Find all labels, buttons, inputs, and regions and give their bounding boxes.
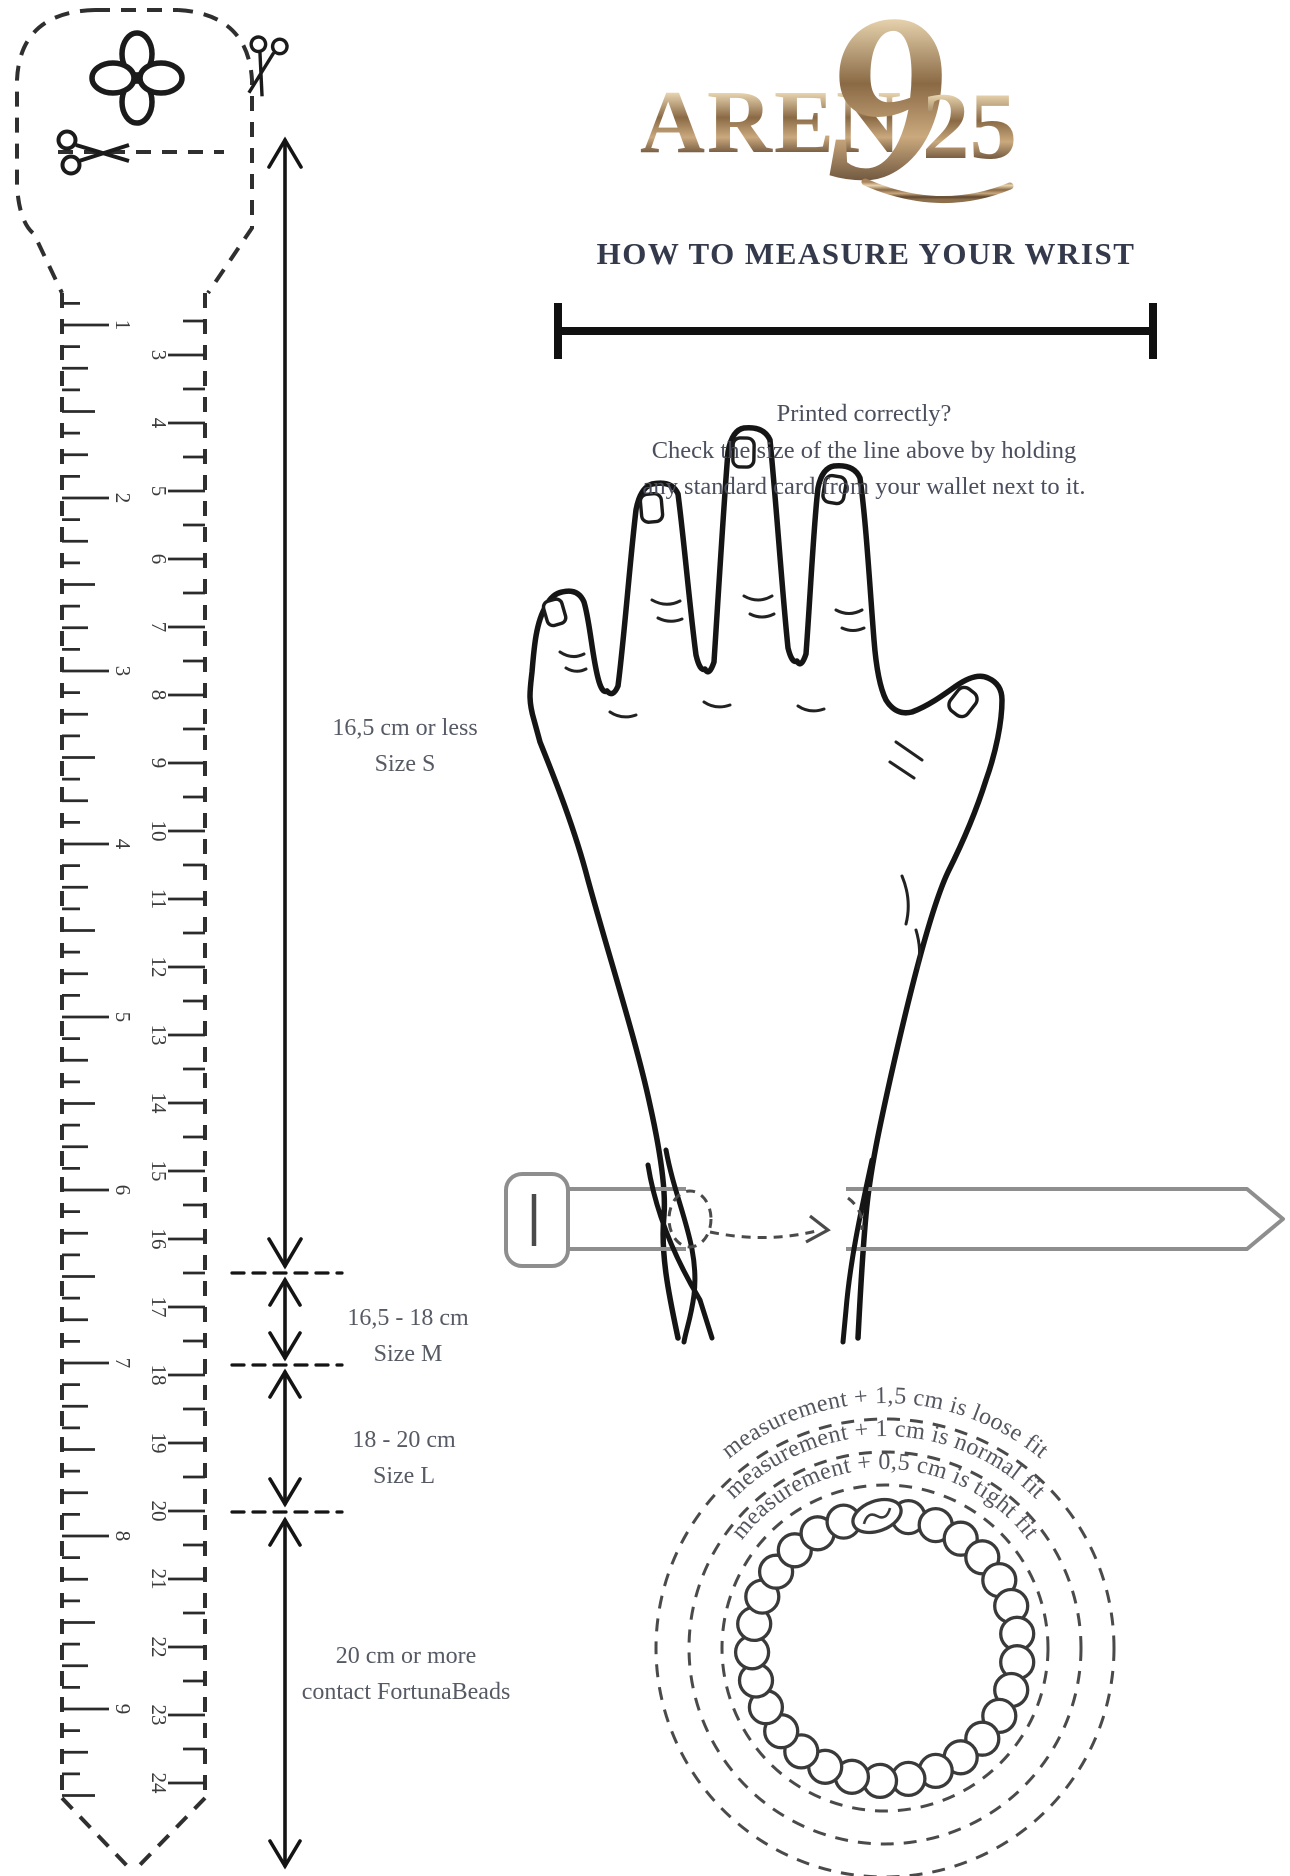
ruler-numbers (111, 320, 171, 1794)
print-check-line2: Check the size of the line above by holding (651, 436, 1077, 464)
size-m-label (258, 1300, 558, 1372)
svg-text:13: 13 (147, 1024, 172, 1046)
normal-fit-label: measurement + 1 cm is normal fit (719, 1416, 1051, 1504)
svg-text:2: 2 (111, 492, 136, 504)
svg-text:22: 22 (147, 1636, 172, 1658)
size-l-range: 18 - 20 cm (352, 1427, 456, 1453)
loose-fit-label: measurement + 1,5 cm is loose fit (716, 1382, 1054, 1464)
svg-text:17: 17 (147, 1296, 172, 1318)
svg-text:6: 6 (111, 1184, 136, 1196)
brand-logo (640, 0, 1017, 230)
svg-text:1: 1 (111, 319, 136, 331)
hand-illustration (530, 428, 1002, 1338)
size-m-name: Size M (373, 1341, 443, 1367)
svg-text:4: 4 (147, 417, 172, 429)
svg-text:20: 20 (147, 1500, 172, 1522)
size-range-arrows (232, 140, 342, 1866)
logo-word: AREN (640, 73, 904, 172)
size-m-range: 16,5 - 18 cm (347, 1305, 469, 1331)
svg-text:11: 11 (147, 888, 172, 910)
size-xl-label (256, 1638, 556, 1710)
svg-text:8: 8 (111, 1530, 136, 1542)
strap-tab (506, 1174, 568, 1266)
svg-text:24: 24 (147, 1772, 172, 1794)
print-check-line3: any standard card from your wallet next to it. (642, 473, 1086, 500)
svg-text:7: 7 (147, 621, 172, 633)
svg-text:6: 6 (147, 553, 172, 565)
printable-ruler (17, 10, 289, 1872)
svg-text:16: 16 (147, 1228, 172, 1250)
size-l-label (254, 1422, 554, 1494)
svg-text:15: 15 (147, 1160, 172, 1182)
svg-text:9: 9 (111, 1703, 136, 1715)
hand-outline (530, 428, 1002, 1338)
clover-icon (92, 33, 182, 123)
svg-text:8: 8 (147, 689, 172, 701)
card-check-line (558, 303, 1153, 359)
svg-text:3: 3 (147, 349, 172, 361)
tight-fit-circle (722, 1485, 1048, 1811)
svg-text:10: 10 (147, 820, 172, 842)
print-check-line1: Printed correctly? (776, 400, 952, 427)
ruler-tip (62, 1798, 205, 1872)
size-s-arrow (269, 140, 301, 1266)
bracelet-beads (736, 1501, 1034, 1798)
svg-text:4: 4 (111, 838, 136, 850)
svg-text:3: 3 (111, 665, 136, 677)
svg-text:12: 12 (147, 956, 172, 978)
fit-guide-diagram (656, 1383, 1114, 1876)
strap-band-right (846, 1189, 1283, 1249)
svg-text:5: 5 (147, 485, 172, 497)
ruler-ticks (62, 303, 205, 1795)
wrist-strap (506, 1174, 1283, 1266)
tight-fit-label: measurement + 0,5 cm is tight fit (726, 1448, 1045, 1545)
svg-text:21: 21 (147, 1568, 172, 1590)
svg-text:18: 18 (147, 1364, 172, 1386)
svg-text:23: 23 (147, 1704, 172, 1726)
size-s-label (255, 710, 555, 782)
size-xl-range: 20 cm or more (335, 1643, 477, 1669)
size-l-name: Size L (373, 1463, 435, 1489)
page-title: HOW TO MEASURE YOUR WRIST (596, 236, 1136, 271)
size-s-range: 16,5 cm or less (332, 715, 478, 741)
logo-suffix: 25 (922, 73, 1017, 179)
svg-text:14: 14 (147, 1092, 172, 1114)
size-s-name: Size S (374, 751, 436, 777)
svg-text:9: 9 (147, 757, 172, 769)
svg-text:7: 7 (111, 1357, 136, 1369)
print-check-text (604, 396, 1124, 506)
size-xl-name: contact FortunaBeads (301, 1679, 511, 1705)
ruler-cutout-tab (17, 10, 252, 1872)
svg-text:5: 5 (111, 1011, 136, 1023)
scissors-icon (239, 32, 289, 99)
logo-numeral: 9 (826, 0, 946, 230)
svg-text:19: 19 (147, 1432, 172, 1454)
